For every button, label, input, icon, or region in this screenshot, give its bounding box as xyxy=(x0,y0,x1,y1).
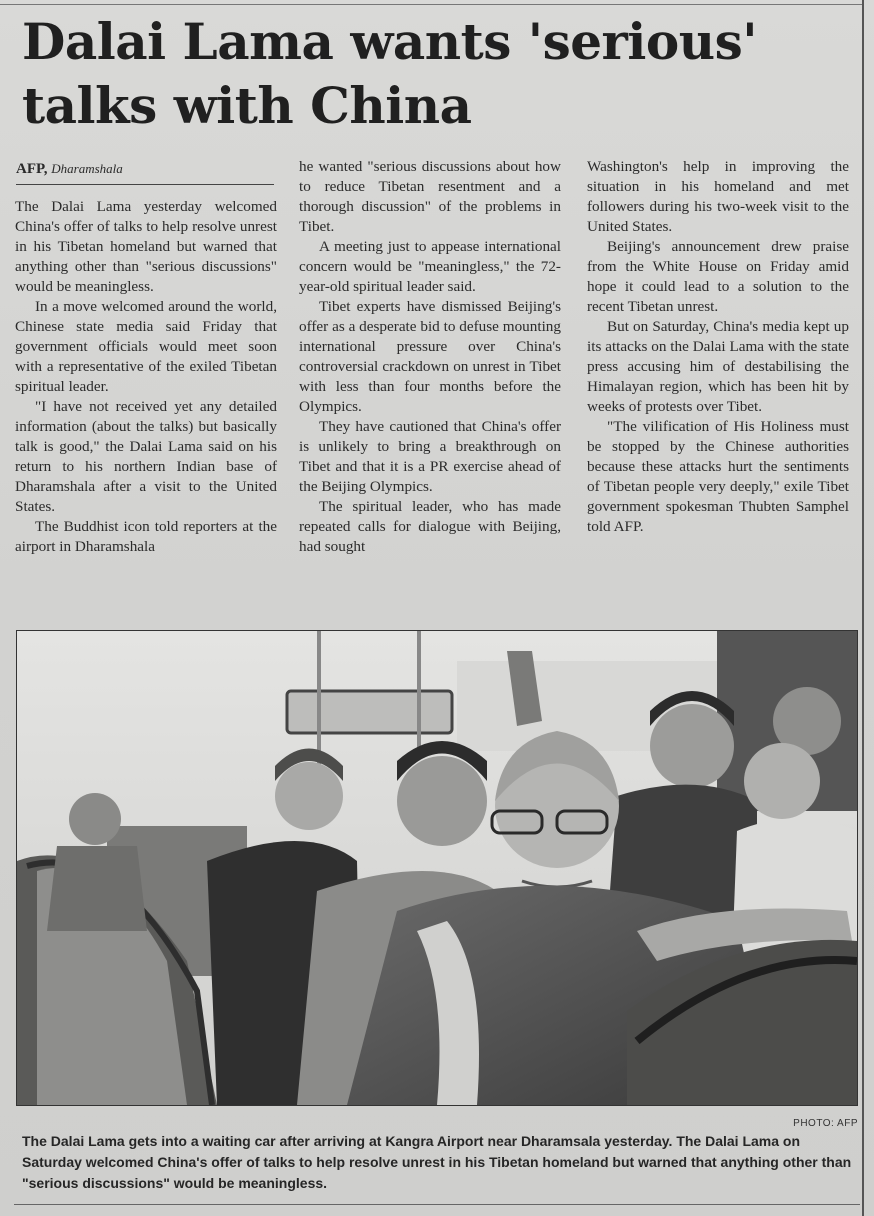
byline-place: Dharamshala xyxy=(51,161,123,176)
top-rule xyxy=(0,4,862,5)
paragraph: The Dalai Lama yesterday welcomed China's offer of talks to help resolve unrest in his Tibetan homeland but warned that anything other than "serious discussions" would be meaningless. xyxy=(15,198,277,295)
article-column-3 xyxy=(587,157,849,617)
paragraph: But on Saturday, China's media kept up its attacks on the Dalai Lama with the state press accusing him of destabilising the Himalayan region, which has been hit by weeks of protests over Tibet. xyxy=(587,318,849,415)
byline-agency: AFP, xyxy=(16,161,48,177)
article-column-1 xyxy=(15,197,277,619)
paragraph: They have cautioned that China's offer is unlikely to bring a breakthrough on Tibet and that it is a PR exercise ahead of the Beijing Olympics. xyxy=(299,418,561,495)
photo-caption: The Dalai Lama gets into a waiting car after arriving at Kangra Airport near Dharamsala yesterday. The Dalai Lama on Saturday welcomed China's offer of talks to help resolve unrest in his Tibetan homeland but warned that anything other than "serious discussions" would be meaningless. xyxy=(22,1133,852,1191)
paragraph: he wanted "serious discussions about how to reduce Tibetan resentment and a thorough discussion" of the problems in Tibet. xyxy=(299,158,561,235)
column-rule xyxy=(862,0,864,1216)
paragraph: "I have not received yet any detailed information (about the talks) but basically talk is good," the Dalai Lama said on his return to his northern Indian base of Dharamshala after a visit to the United States. xyxy=(15,398,277,515)
news-photo xyxy=(16,630,858,1106)
paragraph: Tibet experts have dismissed Beijing's offer as a desperate bid to defuse mounting international pressure over China's controversial crackdown on unrest in Tibet with less than four months before the Olympics. xyxy=(299,298,561,415)
paragraph: In a move welcomed around the world, Chinese state media said Friday that government officials would meet soon with a representative of the exiled Tibetan spiritual leader. xyxy=(15,298,277,395)
paragraph: The Buddhist icon told reporters at the airport in Dharamshala xyxy=(15,518,277,555)
paragraph: The spiritual leader, who has made repeated calls for dialogue with Beijing, had sought xyxy=(299,498,561,555)
bottom-rule xyxy=(14,1204,860,1205)
photo-credit: PHOTO: AFP xyxy=(793,1118,858,1129)
byline xyxy=(16,161,274,185)
paragraph: A meeting just to appease international concern would be "meaningless," the 72-year-old spiritual leader said. xyxy=(299,238,561,295)
article-column-2 xyxy=(299,157,561,617)
photo-illustration xyxy=(17,631,857,1105)
paragraph: "The vilification of His Holiness must be stopped by the Chinese authorities because these attacks hurt the sentiments of Tibetan people very deeply," exile Tibet government spokesman Thubten Samphel told AFP. xyxy=(587,418,849,535)
paragraph: Beijing's announcement drew praise from the White House on Friday amid hope it could lead to a solution to the recent Tibetan unrest. xyxy=(587,238,849,315)
headline: Dalai Lama wants 'serious' talks with China xyxy=(22,12,758,135)
paragraph: Washington's help in improving the situation in his homeland and met followers during his two-week visit to the United States. xyxy=(587,158,849,235)
